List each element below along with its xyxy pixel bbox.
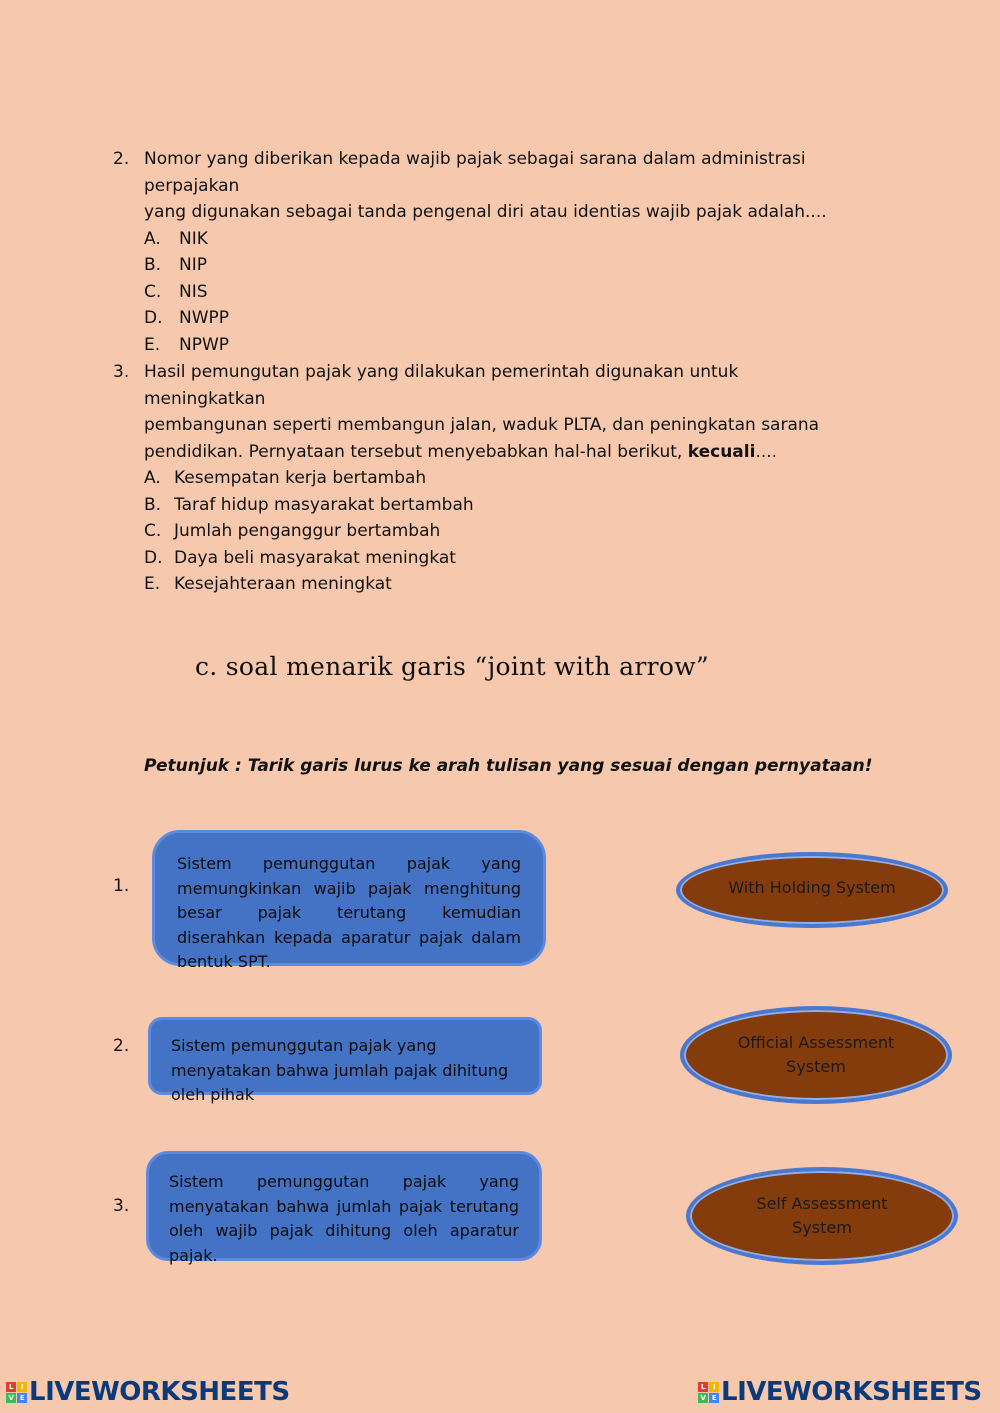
answer-line: With Holding System — [728, 878, 896, 897]
option-text: Jumlah penganggur bertambah — [174, 521, 441, 541]
question-text-line — [144, 439, 833, 466]
answer-line: Official Assessment — [737, 1032, 895, 1052]
option-letter: B. — [144, 255, 162, 275]
logo-tile: V — [698, 1393, 708, 1403]
section-title: c. soal menarik garis “joint with arrow” — [195, 652, 710, 681]
footer-brand-right[interactable] — [698, 1377, 982, 1407]
answer-oval-3[interactable] — [686, 1167, 958, 1265]
question-text-line: pembangunan seperti membangun jalan, waduk PLTA, dan peningkatan sarana — [144, 415, 820, 435]
logo-tile: V — [6, 1393, 16, 1403]
option-text: Taraf hidup masyarakat bertambah — [174, 494, 474, 515]
answer-oval-2[interactable] — [680, 1006, 952, 1104]
statement-text: Sistem pemunggutan pajak yang menyatakan bahwa jumlah pajak dihitung oleh pihak — [171, 1036, 509, 1104]
statement-box-2[interactable] — [148, 1017, 542, 1104]
logo-tile: I — [17, 1382, 27, 1392]
option-letter: E. — [144, 574, 161, 594]
option-e[interactable] — [144, 332, 873, 359]
option-letter: E. — [144, 334, 161, 355]
answer-text — [756, 1192, 887, 1241]
option-a[interactable] — [144, 226, 873, 253]
question-body — [144, 359, 833, 598]
statement-text: Sistem pemunggutan pajak yang memungkinkan wajib pajak menghitung besar pajak terutang kemudian diserahkan kepada aparatur pajak dalam bentuk SPT. — [177, 854, 521, 971]
logo-tile: L — [698, 1382, 708, 1392]
logo-tile: I — [709, 1382, 719, 1392]
answer-text — [738, 1031, 895, 1080]
answer-line: System — [786, 1057, 846, 1076]
statement-number-2: 2. — [113, 1036, 130, 1056]
option-text: NIK — [179, 228, 208, 249]
logo-tile: E — [17, 1393, 27, 1403]
option-text: NIS — [179, 281, 208, 302]
option-letter: C. — [144, 281, 162, 302]
option-letter: D. — [144, 547, 163, 568]
question-2 — [113, 146, 873, 358]
option-b[interactable] — [144, 492, 833, 519]
option-c[interactable] — [144, 279, 873, 306]
question-3 — [113, 359, 833, 598]
logo-tile: L — [6, 1382, 16, 1392]
question-text-segment: pendidikan. Pernyataan tersebut menyebabkan hal-hal berikut, — [144, 441, 688, 462]
answer-line: Self Assessment — [756, 1193, 888, 1213]
option-c[interactable] — [144, 518, 833, 545]
liveworksheets-logo-icon — [698, 1382, 719, 1403]
option-text: Kesempatan kerja bertambah — [174, 468, 427, 488]
keyword-kecuali: kecuali — [687, 441, 756, 462]
option-text: NPWP — [179, 334, 230, 355]
question-text-line: Hasil pemungutan pajak yang dilakukan pemerintah digunakan untuk meningkatkan — [144, 362, 739, 409]
option-a[interactable] — [144, 465, 833, 492]
question-body — [144, 146, 873, 358]
instruction-text: Petunjuk : Tarik garis lurus ke arah tulisan yang sesuai dengan pernyataan! — [144, 756, 873, 776]
logo-tile: E — [709, 1393, 719, 1403]
statement-box-3[interactable] — [146, 1151, 542, 1265]
option-e[interactable] — [144, 571, 833, 598]
statement-number-1: 1. — [113, 876, 130, 896]
option-text: NIP — [179, 255, 207, 275]
question-number: 2. — [113, 149, 130, 169]
question-number: 3. — [113, 362, 130, 382]
option-letter: D. — [144, 308, 163, 328]
option-letter: A. — [144, 468, 161, 488]
option-text: Kesejahteraan meningkat — [174, 574, 392, 594]
option-d[interactable] — [144, 545, 833, 572]
statement-text: Sistem pemunggutan pajak yang menyatakan bahwa jumlah pajak terutang oleh wajib pajak dihitung oleh aparatur pajak. — [169, 1172, 519, 1265]
brand-name: LIVEWORKSHEETS — [721, 1377, 982, 1407]
option-text: Daya beli masyarakat meningkat — [174, 547, 456, 568]
option-letter: A. — [144, 228, 161, 249]
statement-box-1[interactable] — [152, 830, 546, 971]
liveworksheets-logo-icon — [6, 1382, 27, 1403]
question-text-segment: .... — [755, 441, 778, 462]
question-text-line: Nomor yang diberikan kepada wajib pajak sebagai sarana dalam administrasi perpajakan — [144, 149, 806, 196]
answer-oval-1[interactable] — [676, 852, 948, 928]
answer-line: System — [792, 1218, 852, 1237]
brand-name: LIVEWORKSHEETS — [29, 1377, 290, 1407]
option-letter: B. — [144, 494, 162, 515]
question-text-line: yang digunakan sebagai tanda pengenal diri atau identias wajib pajak adalah.... — [144, 202, 827, 222]
option-letter: C. — [144, 521, 162, 541]
option-text: NWPP — [179, 308, 230, 328]
footer-brand-left[interactable] — [6, 1377, 290, 1407]
answer-text — [728, 876, 895, 901]
option-d[interactable] — [144, 305, 873, 332]
option-b[interactable] — [144, 252, 873, 279]
statement-number-3: 3. — [113, 1196, 130, 1216]
